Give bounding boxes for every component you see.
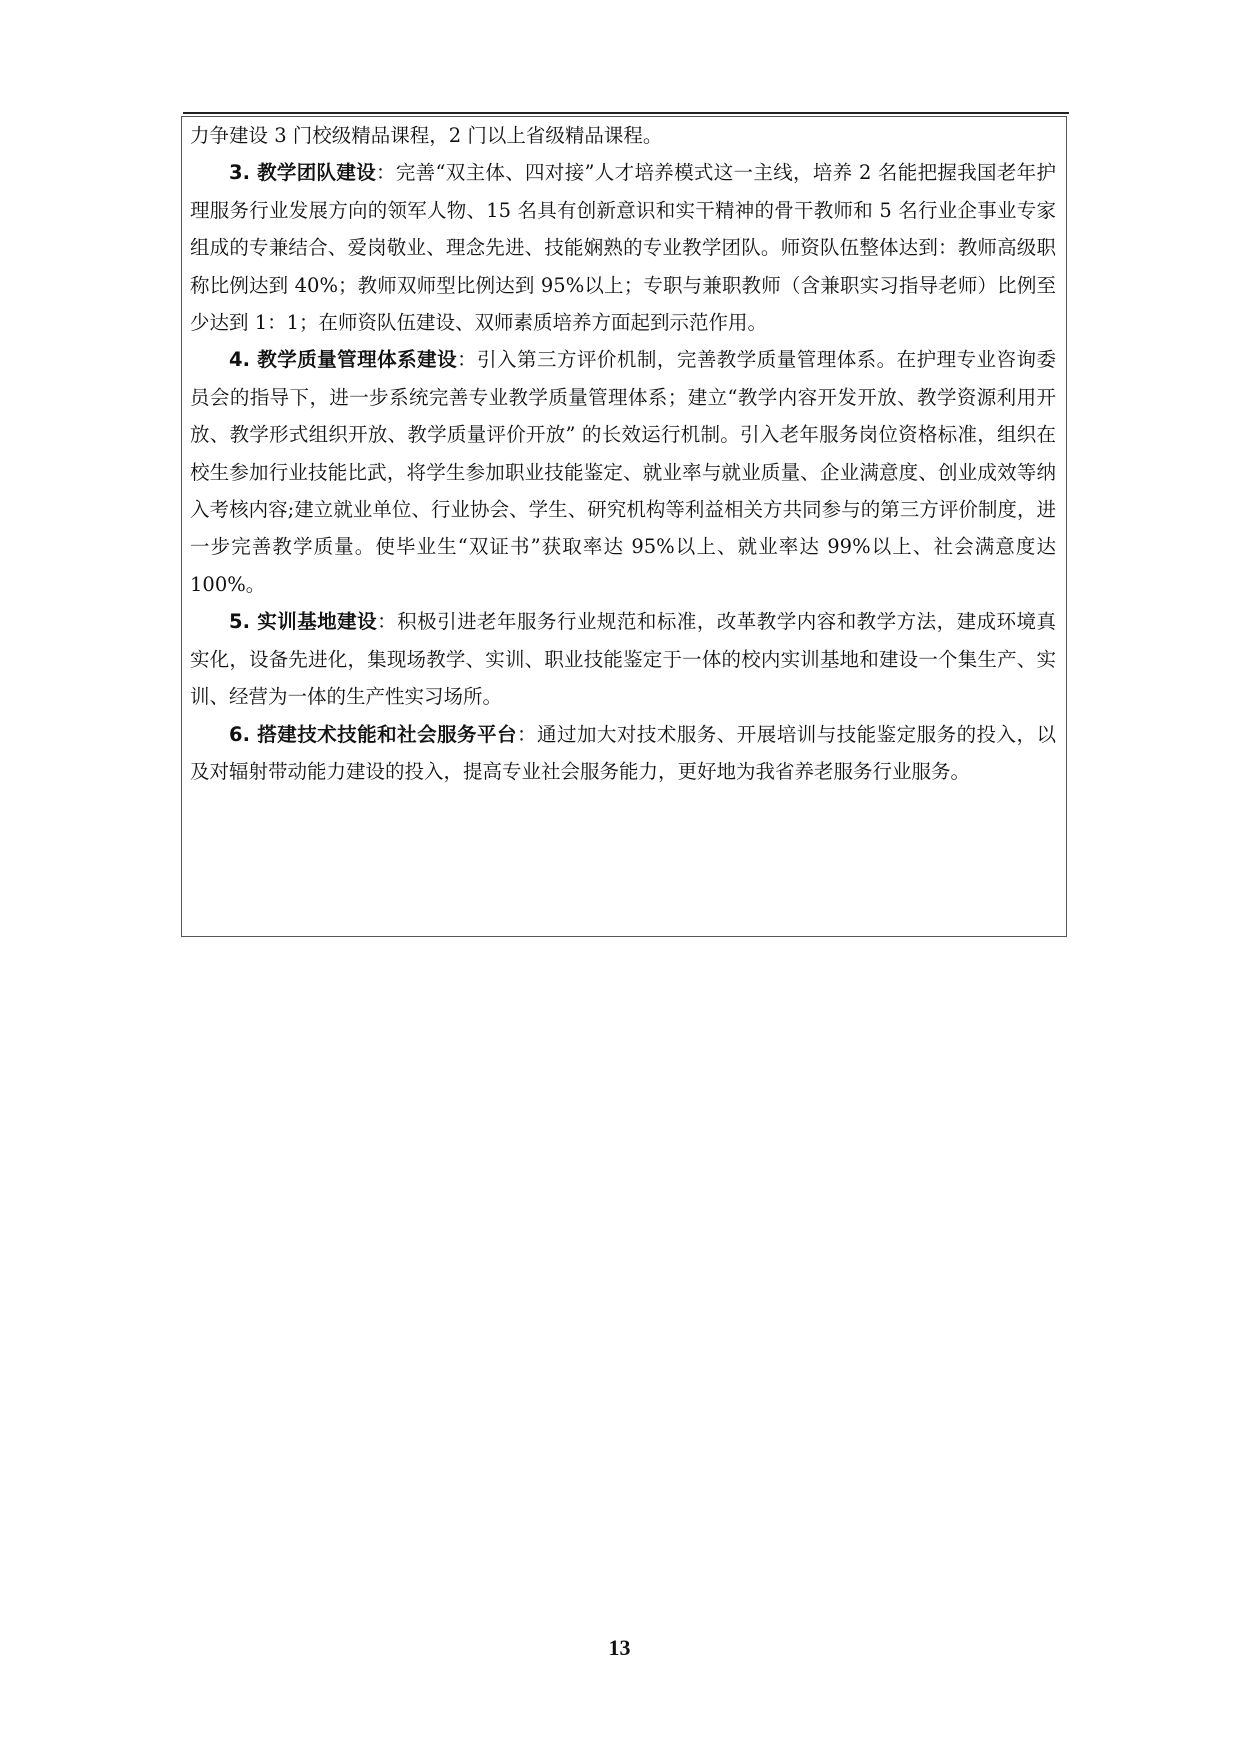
paragraph-heading: 5. 实训基地建设 xyxy=(229,610,378,634)
paragraph-text: 力争建设 3 门校级精品课程，2 门以上省级精品课程。 xyxy=(190,124,663,147)
paragraph-text: ：积极引进老年服务行业规范和标准，改革教学内容和教学方法，建成环境真实化，设备先进化，集现场教学、实训、职业技能鉴定于一体的校内实训基地和建设一个集生产、实训、经营为一体的生产性实习场所。 xyxy=(190,610,1056,709)
paragraph-training-base xyxy=(190,603,1056,715)
paragraph-text: ：引入第三方评价机制，完善教学质量管理体系。在护理专业咨询委员会的指导下，进一步系统完善专业教学质量管理体系；建立“教学内容开发开放、教学资源利用开放、教学形式组织开放、教学质量评价开放” 的长效运行机制。引入老年服务岗位资格标准，组织在校生参加行业技能比武，将学生参加职业技能鉴定、就业率与就业质量、企业满意度、创业成效等纳入考核内容;建立就业单位、行业协会、学生、研究机构等利益相关方共同参与的第三方评价制度，进一步完善教学质量。使毕业生“双证书”获取率达 95%以上、就业率达 99%以上、社会满意度达 100%。 xyxy=(190,348,1056,596)
paragraph-teaching-team xyxy=(190,154,1056,341)
paragraph-1 xyxy=(190,117,1056,154)
paragraph-text: ：完善“双主体、四对接”人才培养模式这一主线，培养 2 名能把握我国老年护理服务行业发展方向的领军人物、15 名具有创新意识和实干精神的骨干教师和 5 名行业企事业专家组成的专兼结合、爱岗敬业、理念先进、技能娴熟的专业教学团队。师资队伍整体达到：教师高级职称比例达到 40%；教师双师型比例达到 95%以上；专职与兼职教师（含兼职实习指导老师）比例至少达到 1：1；在师资队伍建设、双师素质培养方面起到示范作用。 xyxy=(190,161,1056,335)
page-number: 13 xyxy=(608,1635,631,1660)
content-table-cell xyxy=(181,116,1067,937)
paragraph-service-platform xyxy=(190,716,1056,791)
paragraph-heading: 3. 教学团队建设 xyxy=(229,161,377,185)
paragraph-heading: 4. 教学质量管理体系建设 xyxy=(229,348,458,372)
header-rule xyxy=(183,112,1069,114)
paragraph-quality-system xyxy=(190,341,1056,603)
paragraph-heading: 6. 搭建技术技能和社会服务平台 xyxy=(229,722,517,746)
paragraph-text: ：通过加大对技术服务、开展培训与技能鉴定服务的投入，以及对辐射带动能力建设的投入，提高专业社会服务能力，更好地为我省养老服务行业服务。 xyxy=(190,722,1056,783)
